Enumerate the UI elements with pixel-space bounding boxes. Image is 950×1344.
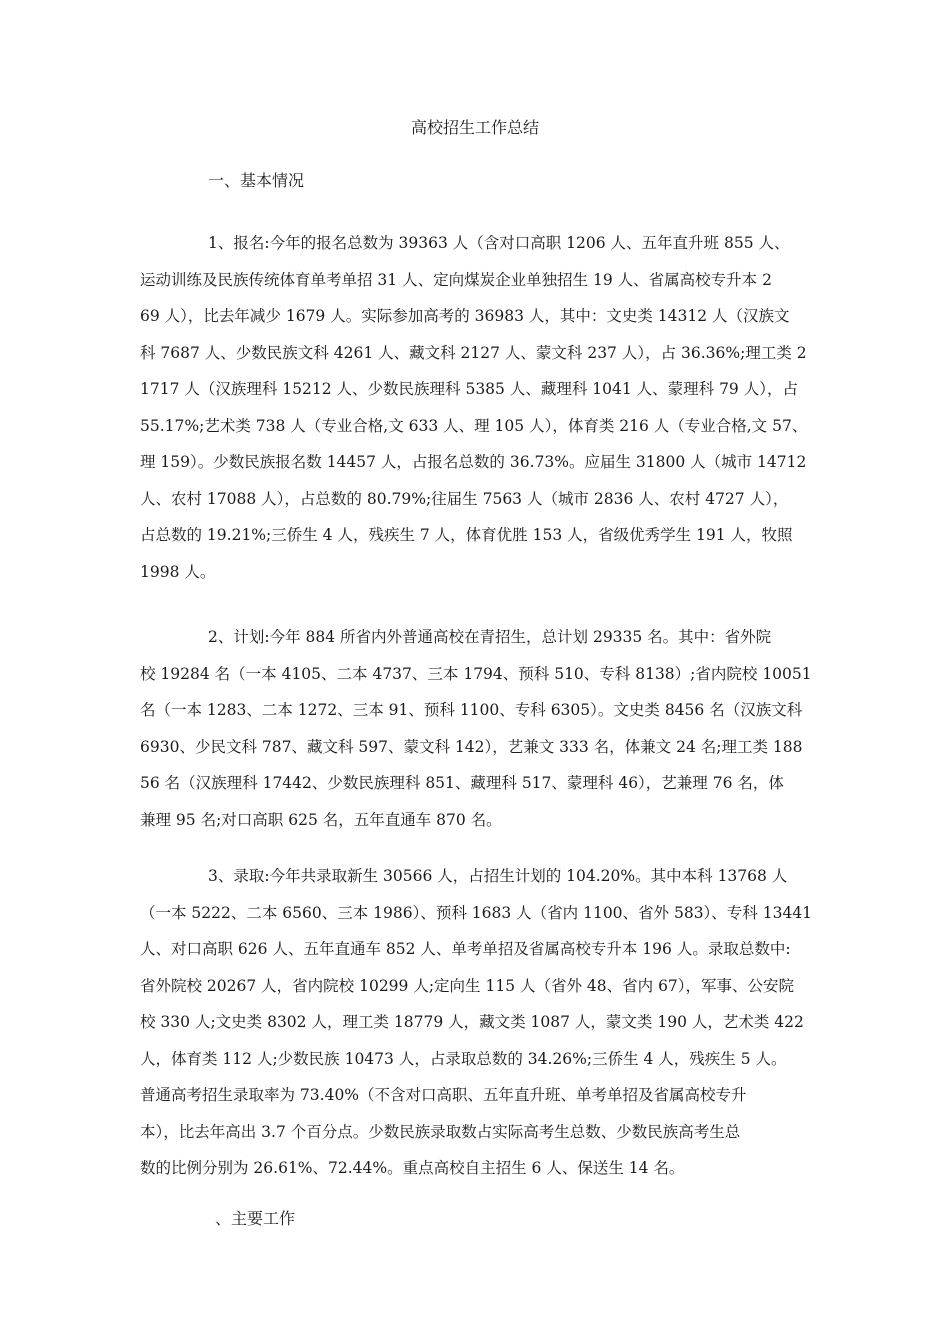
- text-line: 69 人），比去年减少 1679 人。实际参加高考的 36983 人，其中：文史类 14312 人（汉族文: [140, 307, 790, 325]
- text-line: 1、报名:今年的报名总数为 39363 人（含对口高职 1206 人、五年直升班 855 人、: [208, 234, 790, 252]
- text-line: 1998 人。: [140, 562, 216, 581]
- text-line: 6930、少民文科 787、藏文科 597、蒙文科 142），艺兼文 333 名，体兼文 24 名;理工类 188: [140, 737, 803, 756]
- text-line: 占总数的 19.21%;三侨生 4 人，残疾生 7 人，体育优胜 153 人，省级优秀学生 191 人，牧照: [140, 526, 793, 544]
- text-line: 名（一本 1283、二本 1272、三本 91、预科 1100、专科 6305）。文史类 8456 名（汉族文科: [140, 701, 803, 719]
- text-line: 1717 人（汉族理科 15212 人、少数民族理科 5385 人、藏理科 1041 人、蒙理科 79 人），占: [140, 380, 798, 398]
- text-line: 兼理 95 名;对口高职 625 名，五年直通车 870 名。: [140, 810, 502, 829]
- text-line: 人、对口高职 626 人、五年直通车 852 人、单考单招及省属高校专升本 196 人。录取总数中:: [140, 940, 791, 958]
- text-line: （一本 5222、二本 6560、三本 1986）、预科 1683 人（省内 1100、省外 583）、专科 13441: [140, 903, 813, 922]
- text-line: 省外院校 20267 人，省内院校 10299 人;定向生 115 人（省外 48、省内 67），军事、公安院: [140, 976, 795, 995]
- text-line: 2、计划:今年 884 所省内外普通高校在青招生，总计划 29335 名。其中：省外院: [208, 628, 772, 646]
- section-heading-basic-situation: 一、基本情况: [208, 171, 305, 190]
- text-line: 科 7687 人、少数民族文科 4261 人、藏文科 2127 人、蒙文科 237 人），占 36.36%;理工类 2: [140, 343, 807, 362]
- text-line: 56 名（汉族理科 17442、少数民族理科 851、藏理科 517、蒙理科 46），艺兼理 76 名，体: [140, 774, 784, 792]
- section-heading-main-work: 、主要工作: [215, 1209, 296, 1228]
- text-line: 人，体育类 112 人;少数民族 10473 人，占录取总数的 34.26%;三侨生 4 人，残疾生 5 人。: [140, 1049, 787, 1068]
- text-line: 数的比例分别为 26.61%、72.44%。重点高校自主招生 6 人、保送生 14 名。: [140, 1159, 685, 1177]
- text-line: 校 330 人;文史类 8302 人，理工类 18779 人，藏文类 1087 人，蒙文类 190 人，艺术类 422: [140, 1013, 804, 1031]
- text-line: 理 159）。少数民族报名数 14457 人，占报名总数的 36.73%。应届生 31800 人（城市 14712: [140, 453, 807, 471]
- text-line: 普通高考招生录取率为 73.40%（不含对口高职、五年直升班、单考单招及省属高校专升: [140, 1086, 747, 1104]
- text-line: 运动训练及民族传统体育单考单招 31 人、定向煤炭企业单独招生 19 人、省属高校专升本 2: [140, 270, 772, 289]
- text-line: 本），比去年高出 3.7 个百分点。少数民族录取数占实际高考生总数、少数民族高考生总: [140, 1122, 741, 1141]
- text-line: 3、录取:今年共录取新生 30566 人，占招生计划的 104.20%。其中本科 13768 人: [208, 867, 788, 885]
- paragraph-plan: [140, 619, 840, 838]
- text-line: 55.17%;艺术类 738 人（专业合格,文 633 人、理 105 人），体育类 216 人（专业合格,文 57、: [140, 416, 808, 435]
- text-line: 人、农村 17088 人），占总数的 80.79%;往届生 7563 人（城市 2836 人、农村 4727 人），: [140, 489, 789, 508]
- document-title: 高校招生工作总结: [410, 118, 539, 137]
- paragraph-admission: [140, 858, 840, 1187]
- paragraph-registration: [140, 225, 840, 590]
- text-line: 校 19284 名（一本 4105、二本 4737、三本 1794、预科 510、专科 8138）;省内院校 10051: [140, 664, 812, 683]
